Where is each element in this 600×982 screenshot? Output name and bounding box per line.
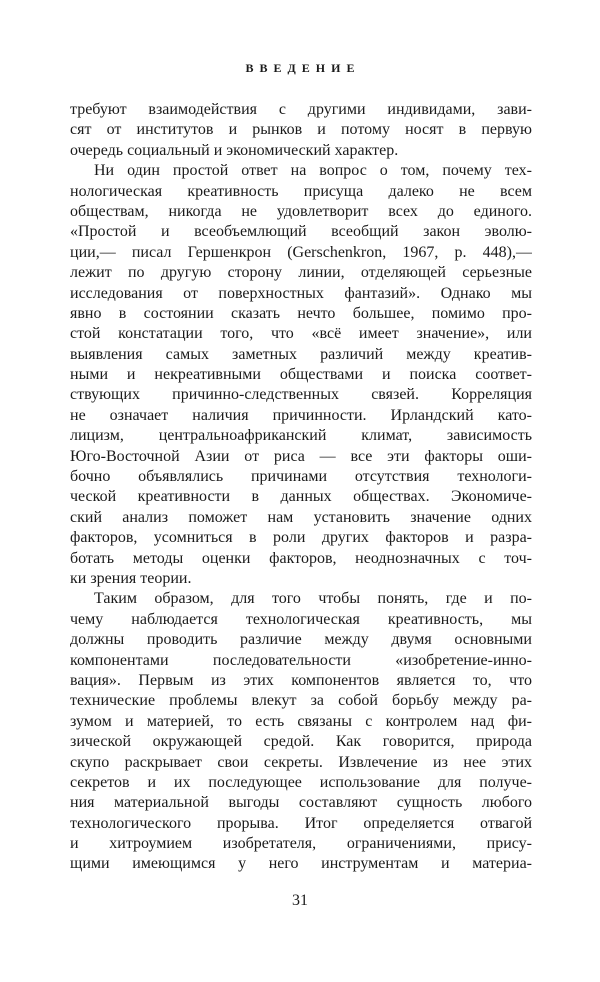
text-line: зумом и материей, то есть связаны с контролем над фи-: [70, 712, 532, 730]
text-line: ствующих причинно-следственных связей. Корреляция: [70, 386, 532, 404]
text-line: «Простой и всеобъемлющий всеобщий закон эволю-: [70, 223, 532, 241]
text-line: сят от институтов и рынков и потому носят в первую: [70, 121, 532, 139]
text-line: ческой креативности в данных обществах. Экономиче-: [70, 488, 532, 506]
text-line: стой констатации того, что «всё имеет значение», или: [70, 325, 532, 343]
text-line: ботать методы оценки факторов, неоднозначных с точ-: [70, 549, 532, 567]
text-line: скупо раскрывает свои секреты. Извлечение из нее этих: [70, 753, 532, 771]
text-line: технические проблемы влекут за собой борьбу между ра-: [70, 692, 532, 710]
text-line: технологического прорыва. Итог определяется отвагой: [70, 814, 532, 832]
text-line: бочно объявлялись причинами отсутствия технологи-: [70, 468, 532, 486]
text-line: нологическая креативность присуща далеко не всем: [70, 182, 532, 200]
text-line: ными и некреативными обществами и поиска соответ-: [70, 366, 532, 384]
text-line: факторов, усомниться в роли других факторов и разра-: [70, 529, 532, 547]
text-line: должны проводить различие между двумя основными: [70, 631, 532, 649]
text-line: требуют взаимодействия с другими индивидами, зави-: [70, 101, 532, 118]
text-line: исследования от поверхностных фантазий». Однако мы: [70, 284, 532, 302]
text-line: обществам, никогда не удовлетворит всех до единого.: [70, 202, 532, 220]
text-line: секретов и их последующее использование для получе-: [70, 773, 532, 791]
text-line: ции,— писал Гершенкрон (Gerschenkron, 1967, p. 448),—: [70, 243, 532, 261]
text-line: не означает наличия причинности. Ирландский като-: [70, 406, 532, 424]
text-line: лицизм, центральноафриканский климат, зависимость: [70, 427, 532, 445]
text-line: ки зрения теории.: [70, 569, 192, 587]
page-number: 31: [292, 892, 308, 909]
text-line: Юго-Восточной Азии от риса — все эти факторы оши-: [70, 447, 532, 465]
text-line: компонентами последовательности «изобретение-инно-: [70, 651, 532, 669]
text-line: и хитроумием изобретателя, ограничениями, прису-: [70, 835, 532, 853]
text-line: щими имеющимся у него инструментам и материа-: [70, 855, 532, 873]
text-line: лежит по другую сторону линии, отделяющей серьезные: [70, 264, 532, 282]
running-head: ВВЕДЕНИЕ: [245, 61, 361, 75]
text-line: очередь социальный и экономический характер.: [70, 141, 399, 159]
text-line: зической окружающей средой. Как говорится, природа: [70, 733, 532, 751]
text-line: ния материальной выгоды составляют сущность любого: [70, 794, 532, 812]
text-line: выявления самых заметных различий между креатив-: [70, 345, 532, 363]
text-line: явно в состоянии сказать нечто большее, помимо про-: [70, 304, 532, 322]
text-line: вация». Первым из этих компонентов является то, что: [70, 671, 532, 689]
text-line: ский анализ поможет нам установить значение одних: [70, 508, 532, 526]
text-line: чему наблюдается технологическая креативность, мы: [70, 610, 532, 628]
text-line: Таким образом, для того чтобы понять, где и по-: [94, 590, 532, 608]
text-line: Ни один простой ответ на вопрос о том, почему тех-: [94, 162, 532, 180]
body-text: [70, 100, 532, 875]
